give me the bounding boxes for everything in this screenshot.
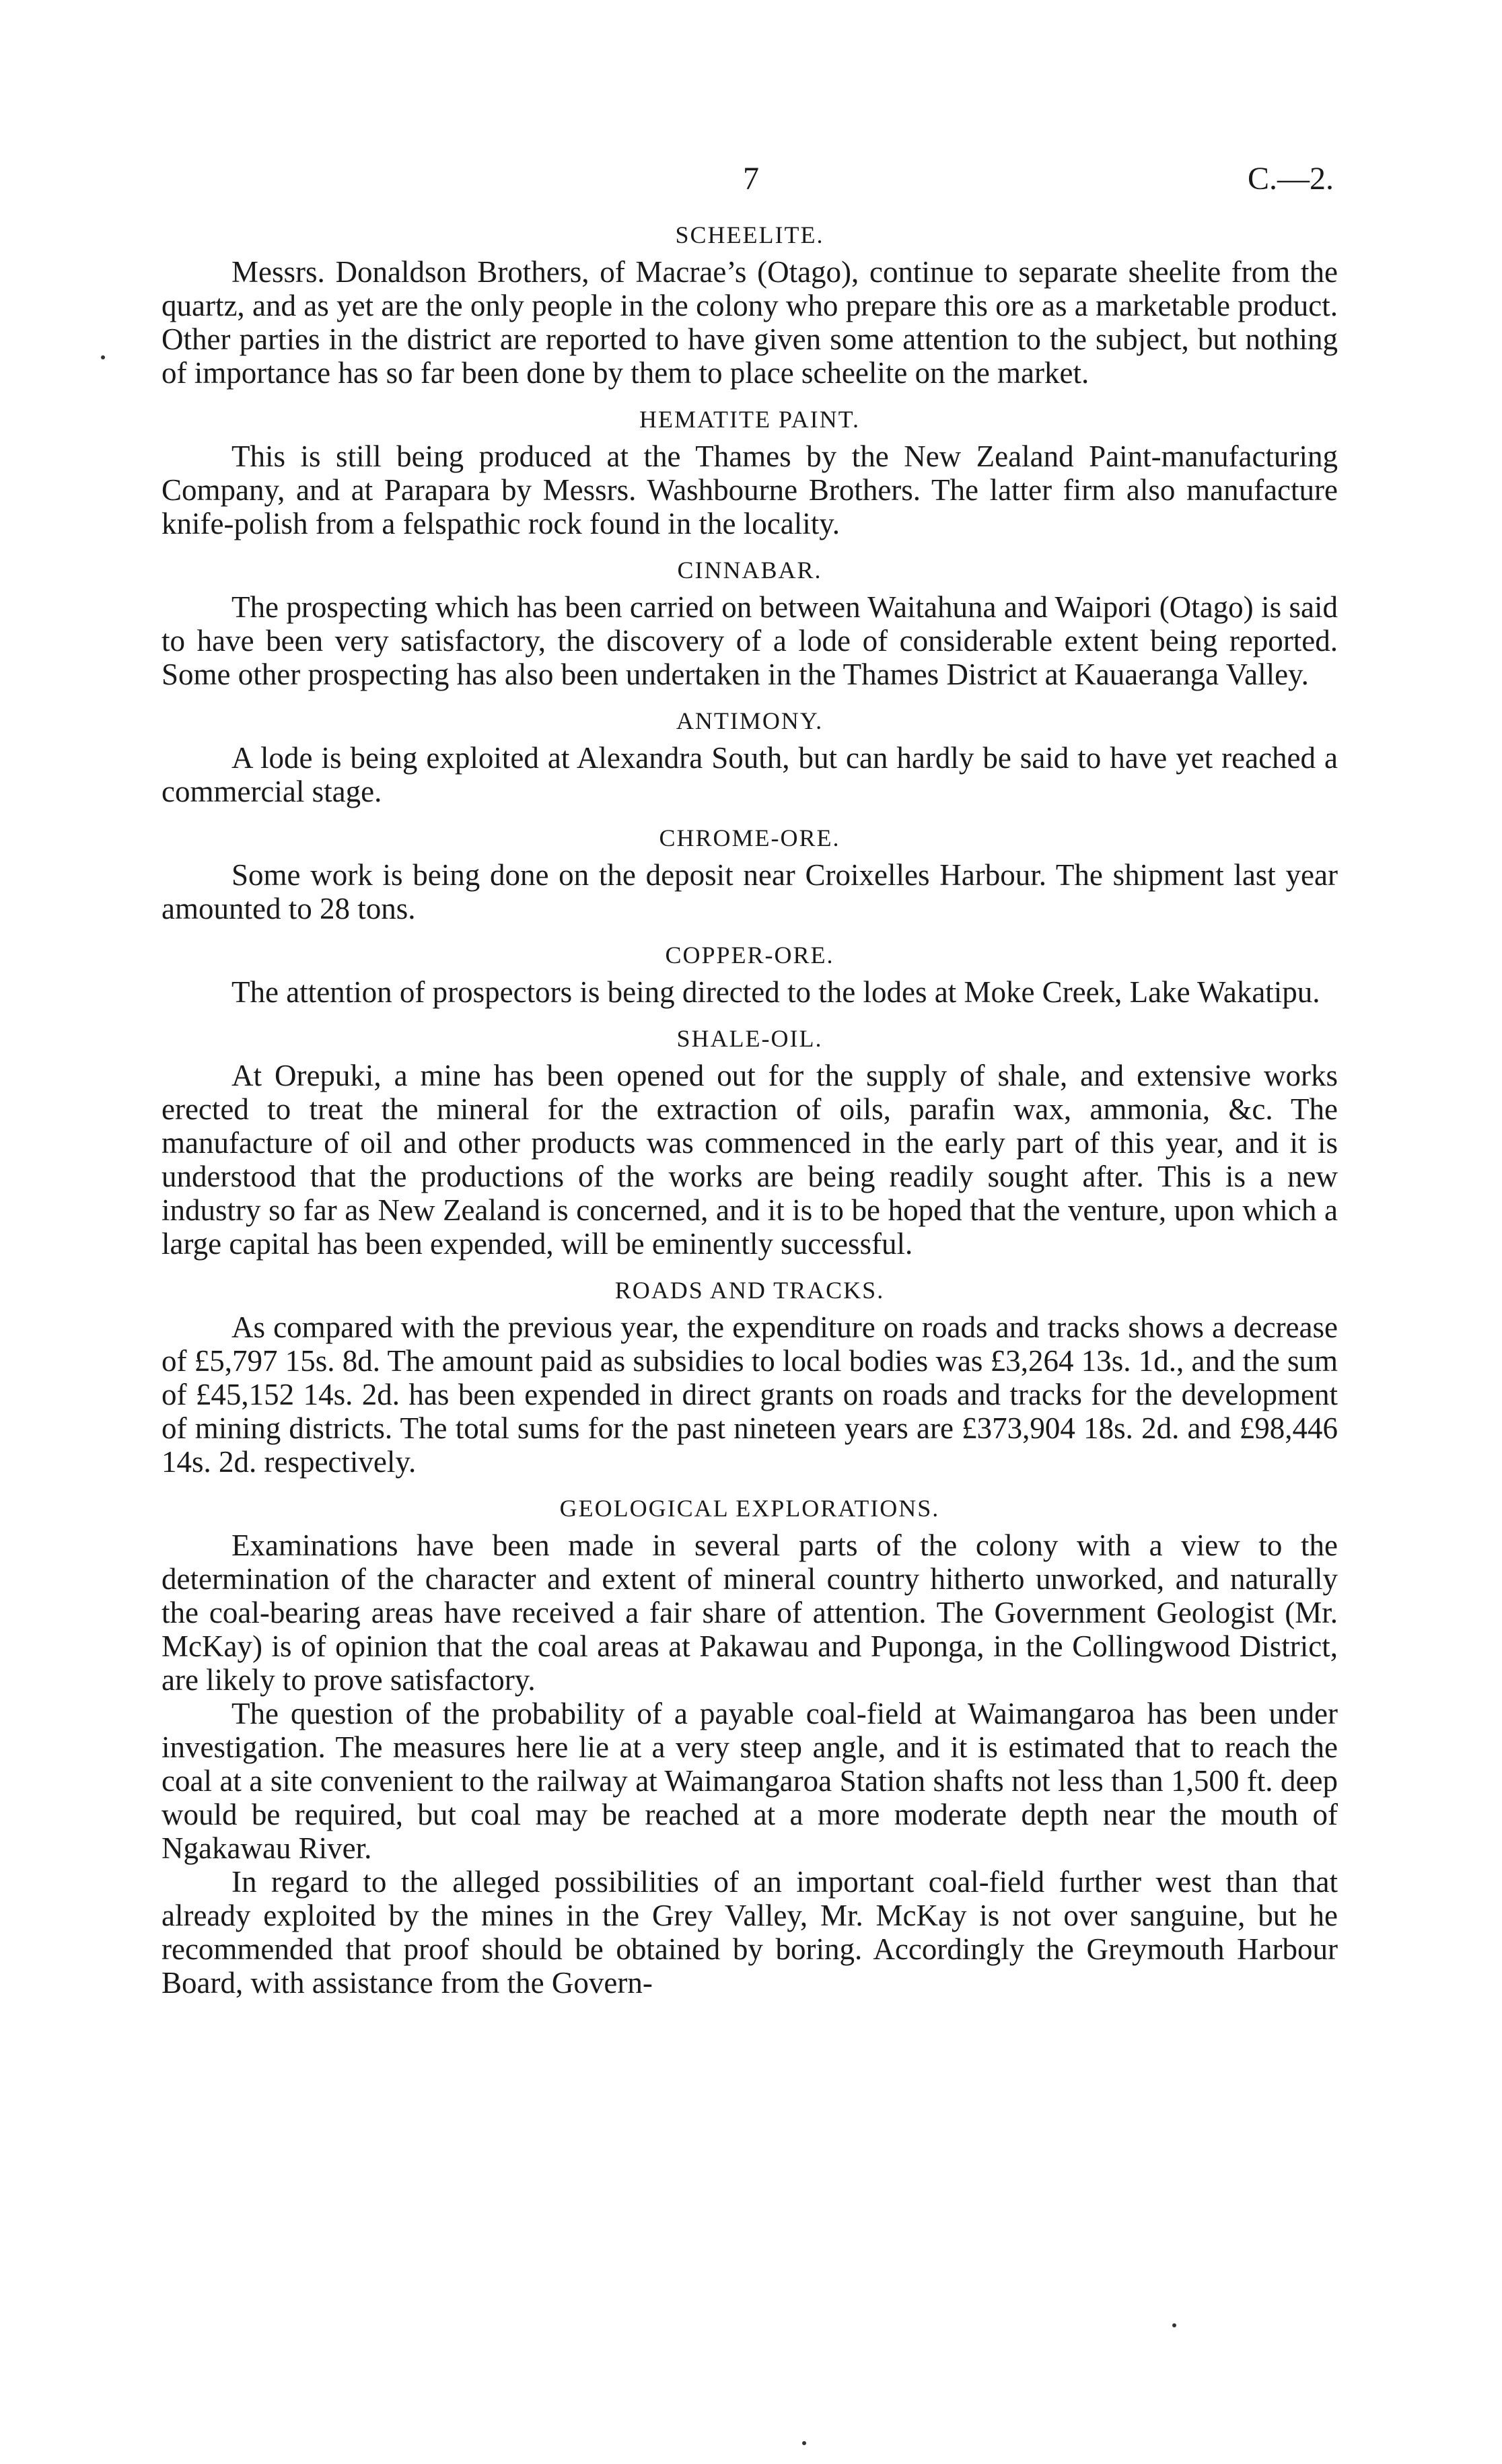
margin-speck-mark	[802, 2441, 806, 2445]
page-header	[0, 159, 1502, 199]
section-hematite-paint	[162, 403, 1338, 540]
section-heading: ANTIMONY.	[676, 707, 824, 734]
section-scheelite	[162, 219, 1338, 390]
margin-speck-mark	[1172, 2323, 1176, 2327]
page-number: 7	[743, 161, 759, 197]
section-heading: HEMATITE PAINT.	[639, 406, 860, 433]
margin-speck-mark	[101, 355, 105, 359]
section-chrome-ore	[162, 822, 1338, 925]
section-roads-and-tracks	[162, 1274, 1338, 1479]
paragraph: In regard to the alleged possibilities of an important coal-field further west than that already exploited by the mines in the Grey Valley, Mr. McKay is not over sanguine, but he recommended that proof should be obtained by boring. Accordingly the Greymouth Harbour Board, with assistance from the Govern-	[162, 1865, 1338, 2000]
paragraph: This is still being produced at the Thames by the New Zealand Paint-manufacturing Company, and at Parapara by Messrs. Washbourne Brothers. The latter firm also manufacture knife-polish from a felspathic rock found in the locality.	[162, 439, 1338, 540]
paragraph: The prospecting which has been carried on between Waitahuna and Waipori (Otago) is said to have been very satisfactory, the discovery of a lode of considerable extent being reported. Some other prospecting has also been undertaken in the Thames District at Kauaeranga Valley.	[162, 590, 1338, 691]
section-cinnabar	[162, 554, 1338, 691]
paragraph: Examinations have been made in several parts of the colony with a view to the determination of the character and extent of mineral country hitherto unworked, and naturally the coal-bearing areas have received a fair share of attention. The Government Geologist (Mr. McKay) is of opinion that the coal areas at Pakawau and Puponga, in the Collingwood District, are likely to prove satisfactory.	[162, 1528, 1338, 1697]
paragraph: As compared with the previous year, the expenditure on roads and tracks shows a decrease of £5,797 15s. 8d. The amount paid as subsidies to local bodies was £3,264 13s. 1d., and the sum of £45,152 14s. 2d. has been expended in direct grants on roads and tracks for the development of mining districts. The total sums for the past nineteen years are £373,904 18s. 2d. and £98,446 14s. 2d. respectively.	[162, 1310, 1338, 1479]
section-heading: COPPER-ORE.	[665, 942, 834, 969]
section-heading: SCHEELITE.	[675, 221, 824, 248]
section-heading: SHALE-OIL.	[676, 1025, 823, 1052]
section-copper-ore	[162, 939, 1338, 1009]
section-antimony	[162, 705, 1338, 808]
paragraph: The attention of prospectors is being directed to the lodes at Moke Creek, Lake Wakatipu.	[231, 975, 1320, 1009]
document-reference: C.—2.	[1247, 161, 1334, 197]
paragraph: Messrs. Donaldson Brothers, of Macrae’s (Otago), continue to separate sheelite from the quartz, and as yet are the only people in the colony who prepare this ore as a marketable product. Other parties in the district are reported to have given some attention to the subject, but nothing of importance has so far been done by them to place scheelite on the market.	[162, 255, 1338, 390]
paragraph: At Orepuki, a mine has been opened out for the supply of shale, and extensive works erected to treat the mineral for the extraction of oils, parafin wax, ammonia, &c. The manufacture of oil and other products was commenced in the early part of this year, and it is understood that the productions of the works are being readily sought after. This is a new industry so far as New Zealand is concerned, and it is to be hoped that the venture, upon which a large capital has been expended, will be eminently successful.	[162, 1059, 1338, 1261]
section-shale-oil	[162, 1022, 1338, 1261]
section-heading: CHROME-ORE.	[659, 824, 841, 851]
section-heading: CINNABAR.	[677, 557, 822, 584]
section-geological-explorations	[162, 1492, 1338, 2000]
page-body	[162, 219, 1338, 2013]
paragraph: The question of the probability of a payable coal-field at Waimangaroa has been under investigation. The measures here lie at a very steep angle, and it is estimated that to reach the coal at a site convenient to the railway at Waimangaroa Station shafts not less than 1,500 ft. deep would be required, but coal may be reached at a more moderate depth near the mouth of Ngakawau River.	[162, 1697, 1338, 1865]
paragraph: A lode is being exploited at Alexandra South, but can hardly be said to have yet reached a commercial stage.	[162, 741, 1338, 808]
section-heading: GEOLOGICAL EXPLORATIONS.	[559, 1495, 940, 1522]
section-heading: ROADS AND TRACKS.	[614, 1277, 885, 1304]
paragraph: Some work is being done on the deposit near Croixelles Harbour. The shipment last year amounted to 28 tons.	[162, 858, 1338, 925]
